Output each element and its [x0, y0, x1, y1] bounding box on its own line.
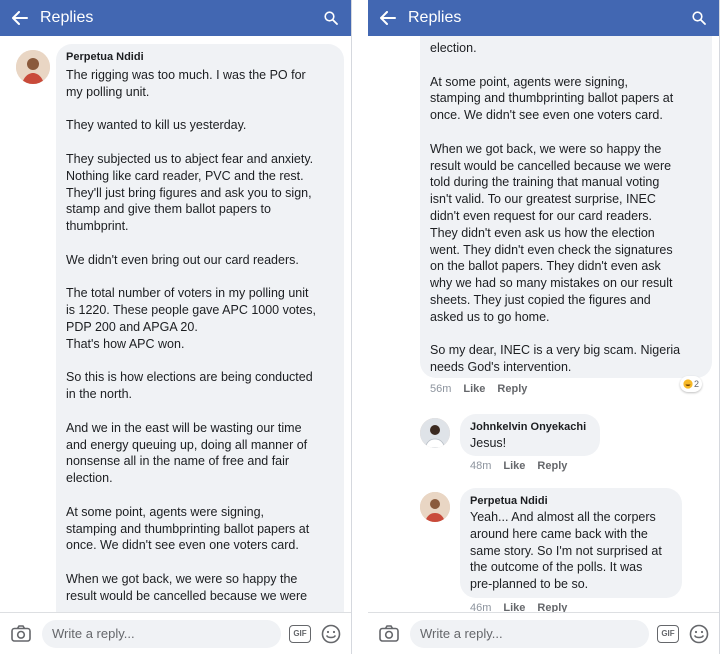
back-arrow-icon [12, 11, 28, 25]
smiley-icon [321, 624, 341, 644]
back-arrow-icon [380, 11, 396, 25]
camera-icon [379, 625, 399, 642]
top-bar [368, 0, 719, 36]
comment-text: election. At some point, agents were signing, stamping and thumbprinting ballot papers at once. We didn't see even one voters card. When we got back, we were so happy the result would be cancelled because we were told during the training that manual voting isn't valid. To our greatest surprise, INEC didn't even request for our card readers. They didn't even ask us how the election went. They didn't even check the signatures on the ballot papers. They didn't even ask why we had so many mistakes on our result sheets. They just copied the figures and asked us to go home. So my dear, INEC is a very big scam. Nigeria needs God's intervention. [430, 41, 681, 375]
gif-button[interactable]: GIF [289, 625, 311, 643]
reply-bubble [460, 414, 600, 456]
reply-button[interactable]: Reply [537, 460, 568, 472]
comment-timestamp: 56m [430, 383, 452, 395]
comment-thread[interactable] [368, 36, 719, 612]
reply-author[interactable]: Perpetua Ndidi [470, 495, 548, 507]
reply-text: Jesus! [470, 436, 507, 450]
camera-icon [11, 625, 31, 642]
profile-photo-icon [420, 492, 450, 522]
comment-author[interactable]: Perpetua Ndidi [66, 51, 144, 63]
like-button[interactable]: Like [463, 383, 486, 395]
reply-author[interactable]: Johnkelvin Onyekachi [470, 421, 587, 433]
page-title: Replies [408, 9, 462, 26]
emoji-button[interactable] [687, 622, 711, 646]
back-button[interactable] [368, 0, 408, 36]
reply-input[interactable] [410, 620, 649, 648]
reaction-count: 2 [693, 379, 699, 389]
like-button[interactable]: Like [503, 460, 526, 472]
replies-panel-left [0, 0, 352, 654]
back-button[interactable] [0, 0, 40, 36]
reply-input[interactable] [42, 620, 281, 648]
profile-photo-icon [16, 50, 50, 84]
comment-actions [430, 383, 527, 395]
reply-actions [470, 602, 567, 612]
camera-button[interactable] [376, 621, 402, 647]
emoji-button[interactable] [319, 622, 343, 646]
top-bar [0, 0, 351, 36]
reply-timestamp: 46m [470, 602, 492, 612]
reply-composer [368, 612, 719, 654]
search-icon [324, 11, 338, 25]
comment-text: The rigging was too much. I was the PO for my polling unit. They wanted to kill us yesterday. They subjected us to abject fear and anxiety. Nothing like card reader, PVC and the rest. They'll just bring figures and ask you to sign, stamp and give them ballot papers to thumbprint. We didn't even bring out our card readers. The total number of voters in my polling unit is 1220. These people gave APC 1000 votes, PDP 200 and APGA 20. That's how APC won. So this is how elections are being conducted in the north. And we in the east will be wasting our time and energy queuing up, doing all manner of nonsense all in the name of free and fair election. At some point, agents were signing, stamping and thumbprinting ballot papers at once. We didn't see even one voters card. When we got back, we were so happy the result would be cancelled because we were [66, 68, 316, 603]
reply-bubble [460, 488, 682, 598]
reply-composer [0, 612, 351, 654]
replies-panel-right [368, 0, 720, 654]
search-button[interactable] [679, 0, 719, 36]
search-button[interactable] [311, 0, 351, 36]
haha-reaction-icon [683, 379, 693, 389]
profile-photo-icon [420, 418, 450, 448]
reply-button[interactable]: Reply [537, 602, 568, 612]
search-icon [692, 11, 706, 25]
comment-thread[interactable] [0, 36, 351, 612]
reply-text: Yeah... And almost all the corpers around here came back with the same story. So I'm not surprised at the outcome of the polls. It was pre-planned to be so. [470, 510, 662, 592]
camera-button[interactable] [8, 621, 34, 647]
comment-bubble [420, 36, 712, 378]
reaction-badge[interactable] [680, 376, 702, 392]
avatar[interactable] [420, 418, 450, 448]
panel-divider [352, 0, 368, 654]
page-title: Replies [40, 9, 94, 26]
comment-bubble [56, 44, 344, 612]
gif-button[interactable]: GIF [657, 625, 679, 643]
reply-timestamp: 48m [470, 460, 492, 472]
reply-button[interactable]: Reply [497, 383, 528, 395]
smiley-icon [689, 624, 709, 644]
like-button[interactable]: Like [503, 602, 526, 612]
avatar[interactable] [420, 492, 450, 522]
avatar[interactable] [16, 50, 50, 84]
reply-actions [470, 460, 567, 472]
